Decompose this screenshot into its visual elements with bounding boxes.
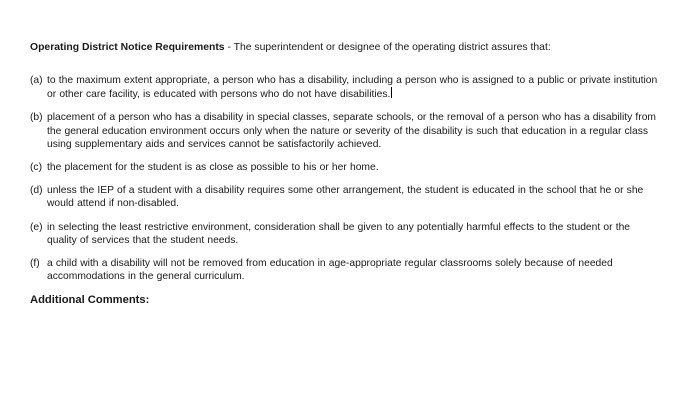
notice-item-e	[30, 221, 662, 247]
item-marker: (e)	[30, 221, 43, 233]
notice-heading: Operating District Notice Requirements	[30, 42, 225, 53]
document-page	[30, 41, 662, 307]
item-marker: (f)	[30, 258, 40, 270]
item-marker: (d)	[30, 185, 43, 197]
notice-intro-text: - The superintendent or designee of the operating district assures that:	[224, 42, 551, 53]
item-text[interactable]	[47, 74, 662, 101]
notice-intro	[30, 41, 662, 54]
item-text[interactable]: in selecting the least restrictive environment, consideration shall be given to any potentially harmful effects to the student or the quality of services that the student needs.	[47, 221, 631, 246]
text-cursor	[391, 87, 392, 98]
item-marker: (c)	[30, 162, 43, 174]
notice-item-c	[30, 161, 662, 174]
notice-item-d	[30, 184, 662, 210]
additional-comments-label: Additional Comments:	[30, 294, 150, 307]
item-text-content: to the maximum extent appropriate, a person who has a disability, including a person who is assigned to a public or private institution or other care facility, is educated with persons who do not have disabilities.	[47, 75, 658, 101]
item-text[interactable]: unless the IEP of a student with a disability requires some other arrangement, the student is educated in the school that he or she would attend if non-disabled.	[47, 185, 644, 210]
item-text[interactable]: a child with a disability will not be removed from education in age-appropriate regular classrooms solely because of needed accommodations in the general curriculum.	[47, 258, 613, 283]
item-text[interactable]: placement of a person who has a disability in special classes, separate schools, or the removal of a person who has a disability from the general education environment occurs only when the nature or severity of the disability is such that education in a regular class using supplementary aids and services cannot be satisfactorily achieved.	[47, 112, 657, 150]
item-text[interactable]: the placement for the student is as close as possible to his or her home.	[47, 162, 379, 174]
item-marker: (a)	[30, 75, 43, 86]
notice-item-b	[30, 111, 662, 151]
notice-item-a	[30, 74, 662, 101]
item-marker: (b)	[30, 112, 43, 124]
notice-item-f	[30, 257, 662, 283]
